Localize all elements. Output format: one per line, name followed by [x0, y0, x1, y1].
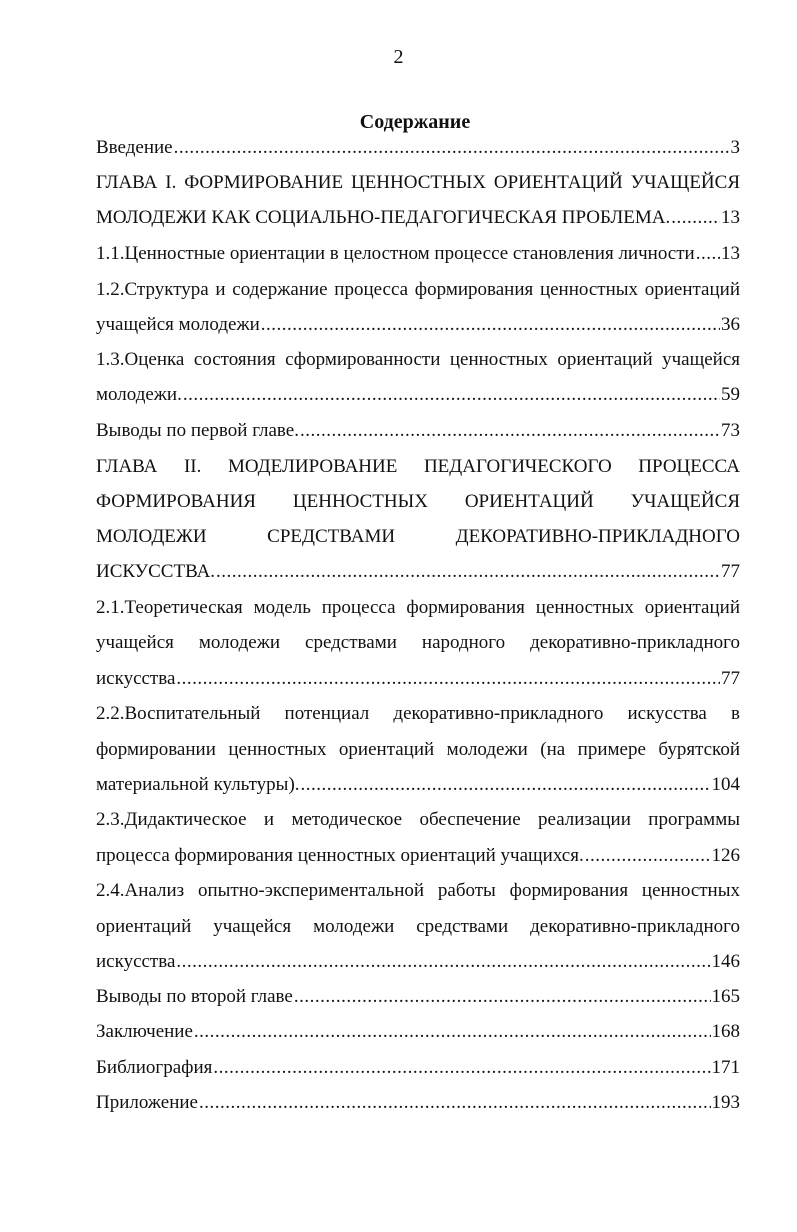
toc-entry-line — [96, 201, 740, 236]
dot-leader — [300, 420, 720, 442]
dot-leader — [194, 1021, 711, 1043]
toc-heading-line: 1.3.Оценка состояния сформированности ценностных ориентаций учащейся — [96, 349, 740, 371]
toc-entry-line — [96, 944, 740, 979]
dot-leader — [176, 668, 720, 690]
dot-leader — [199, 1092, 711, 1114]
dot-leader — [585, 845, 711, 867]
toc-heading-line: 2.1.Теоретическая модель процесса формирования ценностных ориентаций — [96, 597, 740, 619]
toc-entry-line — [96, 413, 740, 448]
toc-page-number: 146 — [711, 950, 740, 972]
toc-entry-line — [96, 1015, 740, 1050]
toc-entry-line — [96, 661, 740, 696]
dot-leader — [176, 951, 710, 973]
dot-leader — [301, 774, 711, 796]
toc-heading-line: ГЛАВА I. ФОРМИРОВАНИЕ ЦЕННОСТНЫХ ОРИЕНТАЦИЙ УЧАЩЕЙСЯ — [96, 172, 740, 194]
dot-leader — [294, 986, 711, 1008]
toc-entry-line — [96, 767, 740, 802]
toc-entry-text: материальной культуры). — [96, 773, 300, 795]
toc-heading-line: формировании ценностных ориентаций молодежи (на примере бурятской — [96, 738, 740, 760]
toc-entry-line — [96, 555, 740, 590]
toc-heading-line: МОЛОДЕЖИ СРЕДСТВАМИ ДЕКОРАТИВНО-ПРИКЛАДНОГО — [96, 526, 740, 548]
toc-entry-text: Приложение — [96, 1092, 198, 1114]
toc-entry-text: Выводы по второй главе — [96, 986, 293, 1008]
toc-title: Содержание — [359, 111, 471, 133]
toc-entry-text: Выводы по первой главе. — [96, 419, 299, 441]
toc-entry-text: учащейся молодежи — [96, 313, 260, 335]
toc-page-number: 171 — [711, 1056, 740, 1078]
toc-entry-text: Введение — [96, 136, 173, 158]
toc-page-number: 13 — [721, 242, 740, 264]
toc-entry-line — [96, 130, 740, 165]
table-of-contents — [96, 130, 740, 1121]
toc-entry-text: ИСКУССТВА. — [96, 561, 216, 583]
toc-page-number: 77 — [721, 667, 740, 689]
toc-entry-text: Библиография — [96, 1056, 213, 1078]
toc-page-number: 77 — [721, 561, 740, 583]
toc-entry-line — [96, 838, 740, 873]
toc-heading-line: ФОРМИРОВАНИЯ ЦЕННОСТНЫХ ОРИЕНТАЦИЙ УЧАЩЕЙСЯ — [96, 490, 740, 512]
dot-leader — [174, 137, 730, 159]
toc-heading-line: ориентаций учащейся молодежи средствами декоративно-прикладного — [96, 915, 740, 937]
dot-leader — [216, 561, 720, 583]
toc-entry-text: искусства — [96, 667, 176, 689]
toc-page-number: 165 — [711, 986, 740, 1008]
toc-page-number: 3 — [730, 136, 740, 158]
toc-entry-text: процесса формирования ценностных ориентаций учащихся. — [96, 844, 584, 866]
dot-leader — [213, 1057, 710, 1079]
dot-leader — [183, 384, 720, 406]
toc-page-number: 13 — [721, 207, 740, 229]
toc-heading-line: 2.4.Анализ опытно-экспериментальной работы формирования ценностных — [96, 880, 740, 902]
toc-page-number: 73 — [721, 419, 740, 441]
toc-page-number: 126 — [711, 844, 740, 866]
toc-entry-line — [96, 1086, 740, 1121]
toc-entry-line — [96, 307, 740, 342]
toc-page-number: 193 — [711, 1092, 740, 1114]
toc-page-number: 168 — [711, 1021, 740, 1043]
toc-entry-text: молодежи. — [96, 384, 182, 406]
toc-heading-line: 1.2.Структура и содержание процесса формирования ценностных ориентаций — [96, 278, 740, 300]
toc-entry-line — [96, 979, 740, 1014]
toc-entry-line — [96, 378, 740, 413]
toc-page-number: 104 — [711, 773, 740, 795]
toc-heading-line: 2.2.Воспитательный потенциал декоративно-прикладного искусства в — [96, 703, 740, 725]
toc-entry-text: Заключение — [96, 1021, 193, 1043]
toc-page-number: 36 — [721, 313, 740, 335]
toc-heading-line: учащейся молодежи средствами народного декоративно-прикладного — [96, 632, 740, 654]
toc-entry-line — [96, 236, 740, 271]
toc-page-number: 59 — [721, 384, 740, 406]
toc-entry-line — [96, 1050, 740, 1085]
toc-entry-text: искусства — [96, 950, 176, 972]
dot-leader — [671, 207, 720, 229]
toc-entry-text: 1.1.Ценностные ориентации в целостном процессе становления личности — [96, 242, 695, 264]
dot-leader — [261, 314, 720, 336]
toc-entry-text: МОЛОДЕЖИ КАК СОЦИАЛЬНО-ПЕДАГОГИЧЕСКАЯ ПРОБЛЕМА. — [96, 207, 671, 229]
toc-heading-line: 2.3.Дидактическое и методическое обеспечение реализации программы — [96, 809, 740, 831]
dot-leader — [696, 243, 720, 265]
page-number: 2 — [393, 46, 404, 68]
toc-heading-line: ГЛАВА II. МОДЕЛИРОВАНИЕ ПЕДАГОГИЧЕСКОГО ПРОЦЕССА — [96, 455, 740, 477]
